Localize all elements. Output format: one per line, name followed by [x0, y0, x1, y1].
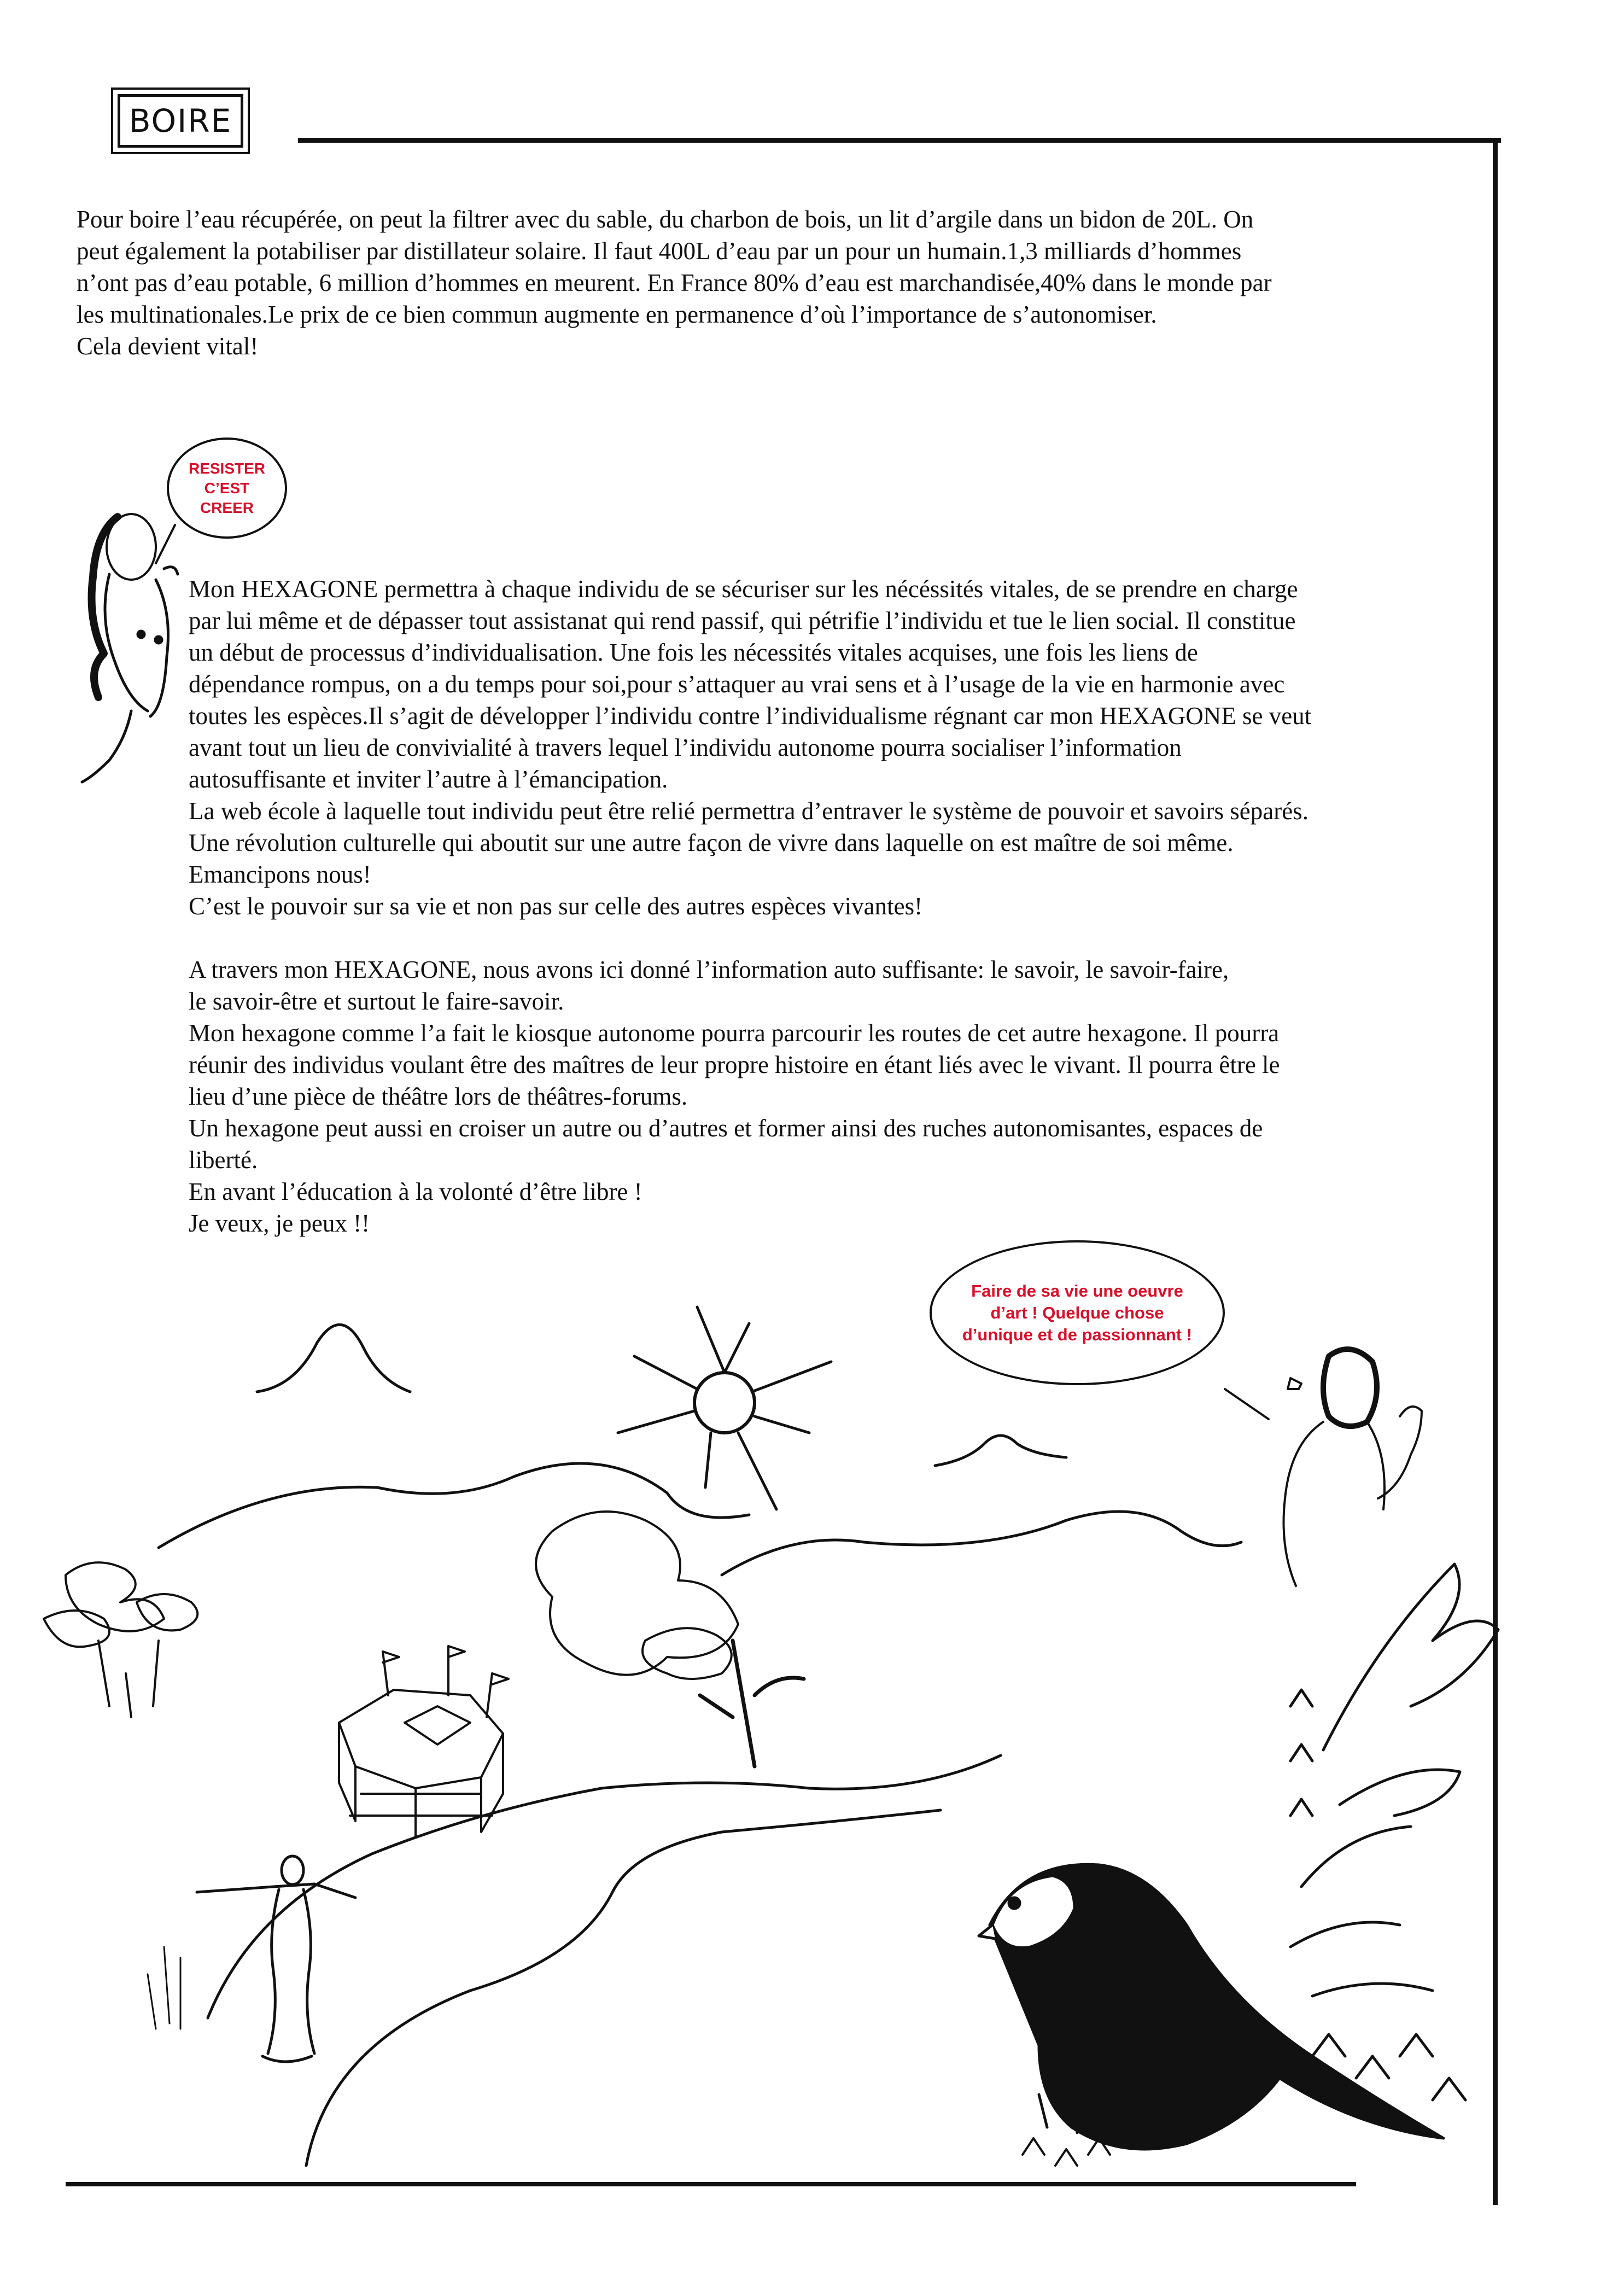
speech-bubble-resister-text: RESISTER C’EST CREER — [188, 459, 266, 516]
top-rule — [298, 138, 1501, 143]
section-title-box: BOIRE — [118, 94, 243, 148]
road-drawing — [208, 1755, 1001, 2166]
woman-figure-top-drawing — [82, 514, 178, 782]
bird-drawing — [979, 1864, 1444, 2166]
intro-paragraph: Pour boire l’eau récupérée, on peut la filtrer avec du sable, du charbon de bois, un lit d’argile dans un bidon de 20L. On peut également la potabiliser par distillateur solaire. Il faut 400L d’eau par un pour un humain.1,3 milliards d’hommes n’ont pas d’eau potable, 6 million d’hommes en meurent. En France 80% d’eau est marchandisée,40% dans le monde par les multinationales.Le prix de ce bien commun augmente en permanence d’où l’importance de s’autonomiser. Cela devient vital! — [77, 206, 1272, 360]
speech-bubble-oeuvre-text: Faire de sa vie une oeuvre d’art ! Quelque chose d’unique et de passionnant ! — [962, 1281, 1193, 1344]
leafy-plants-drawing — [1290, 1564, 1498, 2100]
bubble-top-tail — [156, 525, 175, 563]
standing-figure-drawing — [148, 1856, 355, 2062]
speech-bubble-oeuvre — [930, 1240, 1225, 1385]
bottom-rule — [66, 2182, 1356, 2186]
trees-drawing — [44, 1512, 804, 1766]
woman-figure-bottom-drawing — [1225, 1349, 1422, 1586]
speech-bubble-resister — [167, 437, 287, 539]
sun-drawing — [618, 1307, 831, 1509]
main-paragraph: Mon HEXAGONE permettra à chaque individu de se sécuriser sur les nécéssités vitales, de se prendre en charge par lui même et de dépasser tout assistanat qui rend passif, qui pétrifie l’individu et tue le lien social. Il constitue un début de processus d’individualisation. Une fois les nécessités vitales acquises, une fois les liens de dépendance rompus, on a du temps pour soi,pour s’attaquer au vrai sens et à l’usage de la vie en harmonie avec toutes les espèces.Il s’agit de développer l’individu contre l’individualisme régnant car mon HEXAGONE se veut avant tout un lieu de convivialité à travers lequel l’individu autonome pourra socialiser l’information autosuffisante et inviter l’autre à l’émancipation. La web école à laquelle tout individu peut être relié permettra d’entraver le système de pouvoir et savoirs séparés. Une révolution culturelle qui aboutit sur une autre façon de vivre dans laquelle on est maître de soi même. Emancipons nous! C’est le pouvoir sur sa vie et non pas sur celle des autres espèces vivantes! A travers mon HEXAGONE, nous avons ici donné l’information auto suffisante: le savoir, le savoir-faire, le savoir-être et surtout le faire-savoir. Mon hexagone comme l’a fait le kiosque autonome pourra parcourir les routes de cet autre hexagone. Il pourra réunir des individus voulant être des maîtres de leur propre histoire en étant liés avec le vivant. Il pourra être le lieu d’une pièce de théâtre lors de théâtres-forums. Un hexagone peut aussi en croiser un autre ou d’autres et former ainsi des ruches autonomisantes, espaces de liberté. En avant l’éducation à la volonté d’être libre ! Je veux, je peux !! — [189, 575, 1312, 1237]
hexagon-village-drawing — [339, 1646, 509, 1837]
